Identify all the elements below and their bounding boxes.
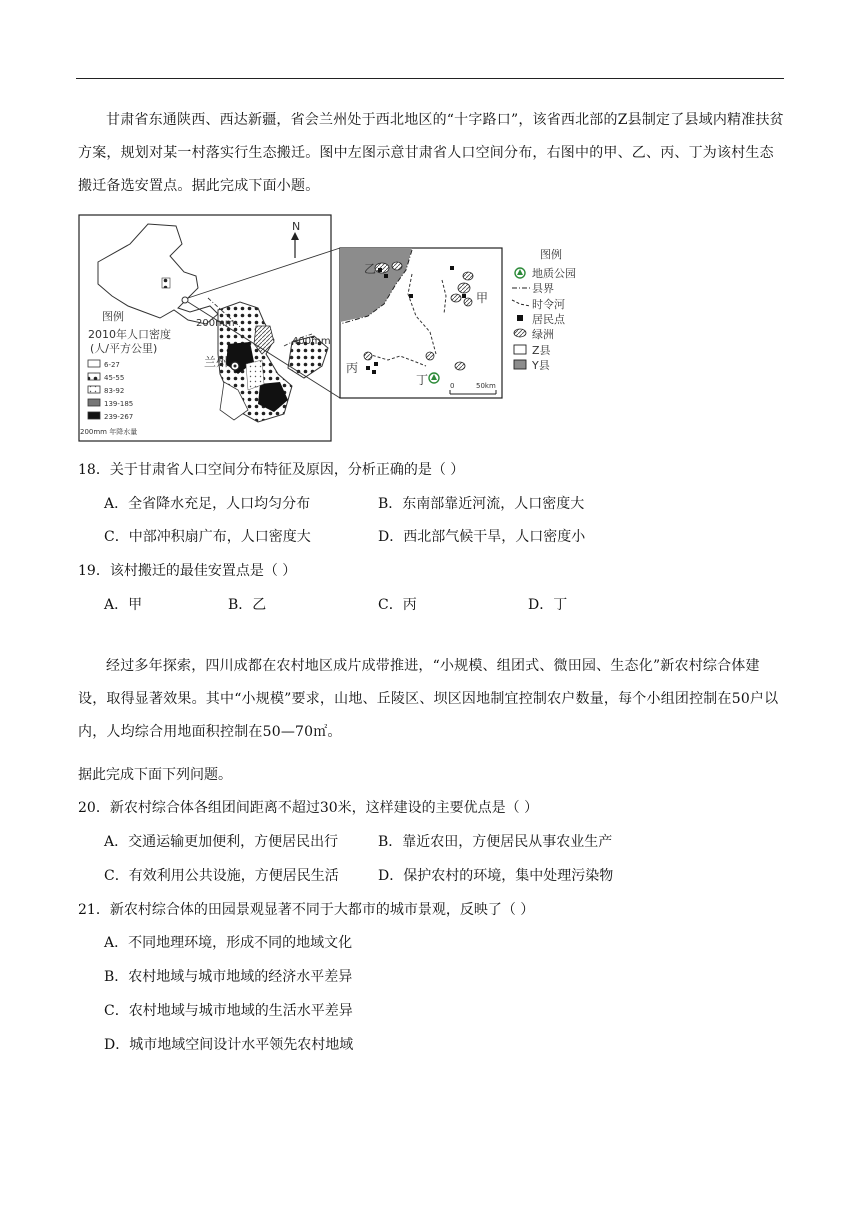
q18-option-c[interactable]: C．中部冲积扇广布，人口密度大 [104, 529, 311, 545]
q20-option-b[interactable]: B．靠近农田，方便居民从事农业生产 [378, 834, 613, 850]
settlement-3 [409, 294, 413, 298]
oasis-jia-1 [463, 272, 473, 280]
site-bing-label: 丙 [346, 361, 359, 375]
settlement-bing-1 [374, 362, 378, 366]
isohyet-400-label: 400mm [292, 336, 331, 347]
legend-label-139-185: 139-185 [104, 400, 134, 408]
oasis-yi-2 [392, 262, 402, 270]
q20-option-a[interactable]: A．交通运输更加便利，方便居民出行 [104, 834, 339, 850]
oasis-jia-3 [451, 294, 461, 302]
q20-option-d[interactable]: D．保护农村的环境，集中处理污染物 [378, 868, 614, 884]
right-legend-title: 图例 [540, 248, 562, 261]
left-legend-title: 图例 [102, 310, 124, 323]
q18-stem: 18．关于甘肃省人口空间分布特征及原因，分析正确的是（ ） [78, 462, 465, 478]
legend-geopark-label: 地质公园 [532, 267, 576, 280]
scale-zero-label: 0 [450, 382, 455, 390]
settlement-yi-2 [384, 274, 388, 278]
q19-stem: 19．该村搬迁的最佳安置点是（ ） [78, 563, 297, 579]
legend-label-45-55: 45-55 [104, 374, 125, 382]
legend-swatch-45-55 [88, 373, 100, 380]
settlement-4 [450, 266, 454, 270]
oasis-ding-2 [455, 362, 465, 370]
density-title-line2: (人/平方公里) [90, 342, 158, 355]
map-figure [78, 214, 606, 444]
legend-y-county-icon [514, 360, 526, 369]
site-jia-label: 甲 [476, 291, 489, 305]
oasis-jia-2 [458, 283, 470, 293]
settlement-yi-1 [378, 268, 382, 272]
dense-patch-northwest [162, 278, 170, 288]
q18-option-d[interactable]: D．西北部气候干旱，人口密度小 [378, 529, 586, 545]
settlement-bing-3 [372, 370, 376, 374]
passage-gansu: 甘肃省东通陕西、西达新疆，省会兰州处于西北地区的“十字路口”，该省西北部的Z县制定了县域内精准扶贫方案，规划对某一村落实行生态搬迁。图中左图示意甘肃省人口空间分布，右图中的甲、乙、丙、丁为该村生态搬迁备选安置点。据此完成下面小题。 [78, 112, 784, 194]
legend-oasis-icon [514, 329, 526, 337]
passage-chengdu-instruction: 据此完成下面下列问题。 [78, 767, 232, 783]
q18-option-a[interactable]: A．全省降水充足，人口均匀分布 [104, 496, 311, 512]
settlement-jia [462, 294, 466, 298]
legend-swatch-139-185 [88, 399, 100, 406]
passage-chengdu: 经过多年探索，四川成都在农村地区成片成带推进，“小规模、组团式、微田园、生态化”新农村综合体建设，取得显著效果。其中“小规模”要求，山地、丘陵区、坝区因地制宜控制农户数量，每个小组团控制在50户以内，人均综合用地面积控制在50—70㎡。 [78, 658, 779, 740]
site-yi-label: 乙 [364, 262, 377, 276]
scale-distance-label: 50km [476, 382, 496, 390]
q21-stem: 21．新农村综合体的田园景观显著不同于大都市的城市景观，反映了（ ） [78, 902, 535, 918]
legend-settlement-icon [517, 315, 523, 321]
legend-oasis-label: 绿洲 [532, 328, 554, 341]
legend-label-6-27: 6-27 [104, 361, 120, 369]
site-ding-label: 丁 [416, 373, 429, 387]
q19-option-a[interactable]: A．甲 [104, 597, 143, 613]
legend-seasonal-river-icon [512, 300, 530, 306]
q19-option-c[interactable]: C．丙 [378, 597, 417, 613]
north-label: N [292, 220, 301, 233]
q18-option-b[interactable]: B．东南部靠近河流，人口密度大 [378, 496, 585, 512]
z-county-location [182, 297, 188, 303]
q19-option-d[interactable]: D．丁 [528, 597, 568, 613]
legend-z-county-icon [514, 345, 526, 354]
q21-option-a[interactable]: A．不同地理环境，形成不同的地域文化 [104, 935, 353, 951]
density-title-line1: 2010年人口密度 [88, 328, 171, 341]
settlement-bing-2 [366, 366, 370, 370]
header-rule [76, 78, 784, 79]
legend-label-239-267: 239-267 [104, 413, 134, 421]
q21-option-b[interactable]: B．农村地域与城市地域的经济水平差异 [104, 969, 353, 985]
q20-option-c[interactable]: C．有效利用公共设施，方便居民生活 [104, 868, 339, 884]
lanzhou-label: 兰州 [204, 355, 229, 369]
legend-isohyet-label: 200mm 年降水量 [80, 428, 138, 436]
q19-option-b[interactable]: B．乙 [228, 597, 267, 613]
oasis-jia-4 [464, 298, 472, 306]
oasis-bing [364, 352, 372, 360]
q21-option-d[interactable]: D．城市地域空间设计水平领先农村地域 [104, 1037, 354, 1053]
legend-z-county-label: Z县 [532, 344, 551, 357]
legend-swatch-239-267 [88, 412, 100, 419]
legend-seasonal-river-label: 时令河 [532, 298, 565, 311]
legend-settlement-label: 居民点 [532, 313, 565, 326]
legend-swatch-83-92 [88, 386, 100, 393]
legend-swatch-6-27 [88, 360, 100, 367]
isohyet-200-label: 200mm [196, 318, 235, 329]
q21-option-c[interactable]: C．农村地域与城市地域的生活水平差异 [104, 1003, 353, 1019]
legend-label-83-92: 83-92 [104, 387, 125, 395]
q20-stem: 20．新农村综合体各组团间距离不超过30米，这样建设的主要优点是（ ） [78, 800, 539, 816]
oasis-ding-1 [426, 352, 434, 360]
legend-county-boundary-label: 县界 [532, 282, 554, 295]
legend-y-county-label: Y县 [532, 359, 550, 372]
